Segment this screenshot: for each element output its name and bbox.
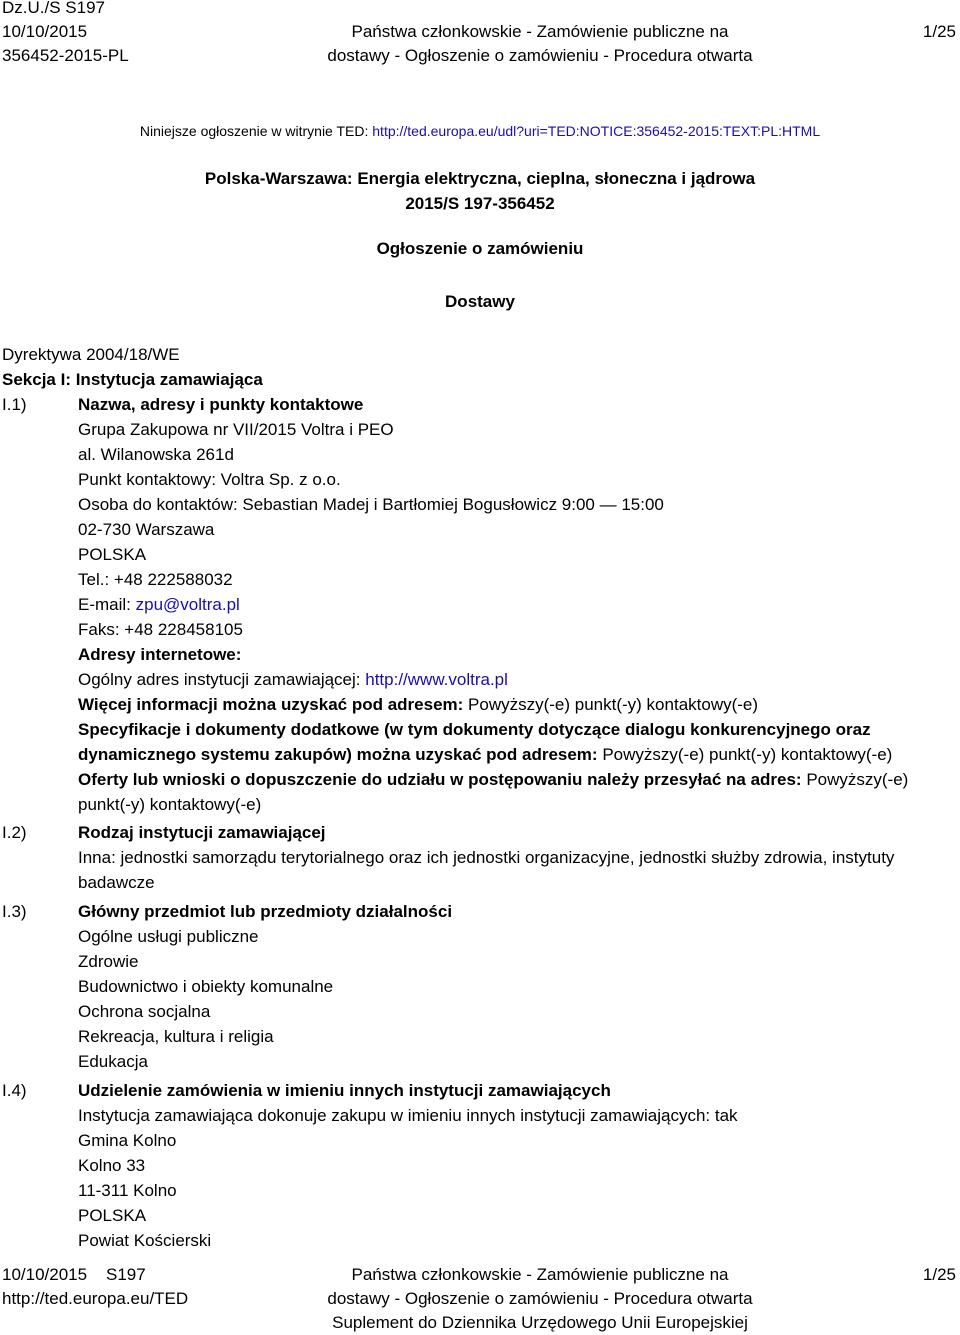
activity-item: Ochrona socjalna — [78, 1002, 211, 1021]
contact-line: Punkt kontaktowy: Voltra Sp. z o.o. — [78, 470, 341, 489]
activity-item: Edukacja — [78, 1052, 148, 1071]
general-address-label: Ogólny adres instytucji zamawiającej: — [78, 670, 366, 689]
notice-title: Polska-Warszawa: Energia elektryczna, cieplna, słoneczna i jądrowa — [204, 169, 756, 188]
activity-item: Ogólne usługi publiczne — [78, 927, 259, 946]
footer-title-line2: dostawy - Ogłoszenie o zamówieniu - Procedura otwarta — [327, 1289, 753, 1308]
section-1-2 — [78, 820, 950, 895]
footer-url: http://ted.europa.eu/TED — [2, 1289, 189, 1308]
header-title-line2: dostawy - Ogłoszenie o zamówieniu - Procedura otwarta — [327, 46, 753, 65]
contact-line: Osoba do kontaktów: Sebastian Madej i Bartłomiej Bogusłowicz 9:00 — 15:00 — [78, 495, 664, 514]
offers-line — [78, 767, 950, 817]
behalf-line: 11-311 Kolno — [78, 1181, 177, 1200]
notice-type: Ogłoszenie o zamówieniu — [376, 239, 584, 258]
header-notice-id: 356452-2015-PL — [2, 46, 129, 65]
activity-item: Budownictwo i obiekty komunalne — [78, 977, 334, 996]
section-heading: Główny przedmiot lub przedmioty działalności — [78, 902, 453, 921]
documents-label: Specyfikacje i dokumenty dodatkowe (w tym dokumenty dotyczące dialogu konkurencyjnego oraz dynamicznego systemu zakupów) można uzyskać pod adresem: — [78, 720, 871, 764]
behalf-line: Powiat Kościerski — [78, 1231, 212, 1250]
section-heading: Nazwa, adresy i punkty kontaktowe — [78, 395, 364, 414]
section-heading: Udzielenie zamówienia w imieniu innych instytucji zamawiających — [78, 1081, 611, 1100]
section-1-1 — [78, 392, 950, 817]
offers-label: Oferty lub wnioski o dopuszczenie do udziału w postępowaniu należy przesyłać na adres: — [78, 770, 807, 789]
section-number-1-1: I.1) — [2, 395, 27, 414]
activity-item: Rekreacja, kultura i religia — [78, 1027, 274, 1046]
more-info-label: Więcej informacji można uzyskać pod adresem: — [78, 695, 469, 714]
fax-line: Faks: +48 228458105 — [78, 620, 243, 639]
footer-title-line1: Państwa członkowskie - Zamówienie publiczne na — [351, 1265, 729, 1284]
behalf-line: Gmina Kolno — [78, 1131, 177, 1150]
contact-line: 02-730 Warszawa — [78, 520, 215, 539]
authority-type: Inna: jednostki samorządu terytorialnego oraz ich jednostki organizacyjne, jednostki służby zdrowia, instytuty badawcze — [78, 848, 895, 892]
behalf-line: Instytucja zamawiająca dokonuje zakupu w imieniu innych instytucji zamawiających: tak — [78, 1106, 738, 1125]
email-link[interactable]: zpu@voltra.pl — [135, 595, 240, 614]
section-1-3 — [78, 899, 950, 1074]
internet-heading: Adresy internetowe: — [78, 645, 242, 664]
footer-page-number: 1/25 — [922, 1265, 956, 1284]
contact-line: al. Wilanowska 261d — [78, 445, 234, 464]
contact-line: POLSKA — [78, 545, 147, 564]
offers-value: Powyższy(-e) punkt(-y) kontaktowy(-e) — [78, 770, 909, 814]
footer-date-issue: 10/10/2015 S197 — [2, 1265, 146, 1284]
section-number-1-2: I.2) — [2, 823, 27, 842]
section-title: Sekcja I: Instytucja zamawiająca — [2, 370, 263, 389]
general-address-line — [78, 667, 950, 692]
documents-line — [78, 717, 950, 767]
more-info-line — [78, 692, 950, 717]
activity-item: Zdrowie — [78, 952, 139, 971]
directive: Dyrektywa 2004/18/WE — [2, 345, 180, 364]
header-journal: Dz.U./S S197 — [2, 0, 105, 17]
section-heading: Rodzaj instytucji zamawiającej — [78, 823, 326, 842]
email-label: E-mail: — [78, 595, 136, 614]
notice-category: Dostawy — [445, 292, 515, 311]
footer-supplement: Suplement do Dziennika Urzędowego Unii Europejskiej — [332, 1313, 748, 1332]
email-line — [78, 592, 950, 617]
ted-notice-line — [0, 121, 960, 141]
contact-line: Tel.: +48 222588032 — [78, 570, 233, 589]
notice-number: 2015/S 197-356452 — [405, 194, 555, 213]
section-number-1-3: I.3) — [2, 902, 27, 921]
general-address-link[interactable]: http://www.voltra.pl — [365, 670, 508, 689]
ted-notice-prefix: Niniejsze ogłoszenie w witrynie TED: — [139, 123, 373, 139]
behalf-line: POLSKA — [78, 1206, 147, 1225]
section-number-1-4: I.4) — [2, 1081, 27, 1100]
more-info-value: Powyższy(-e) punkt(-y) kontaktowy(-e) — [468, 695, 759, 714]
behalf-line: Kolno 33 — [78, 1156, 146, 1175]
documents-value: Powyższy(-e) punkt(-y) kontaktowy(-e) — [602, 745, 893, 764]
header-page-number: 1/25 — [922, 22, 956, 41]
contact-line: Grupa Zakupowa nr VII/2015 Voltra i PEO — [78, 420, 394, 439]
header-date: 10/10/2015 — [2, 22, 88, 41]
ted-notice-link[interactable]: http://ted.europa.eu/udl?uri=TED:NOTICE:356452-2015:TEXT:PL:HTML — [372, 123, 821, 139]
section-1-4 — [78, 1078, 950, 1253]
header-title-line1: Państwa członkowskie - Zamówienie publiczne na — [351, 22, 729, 41]
